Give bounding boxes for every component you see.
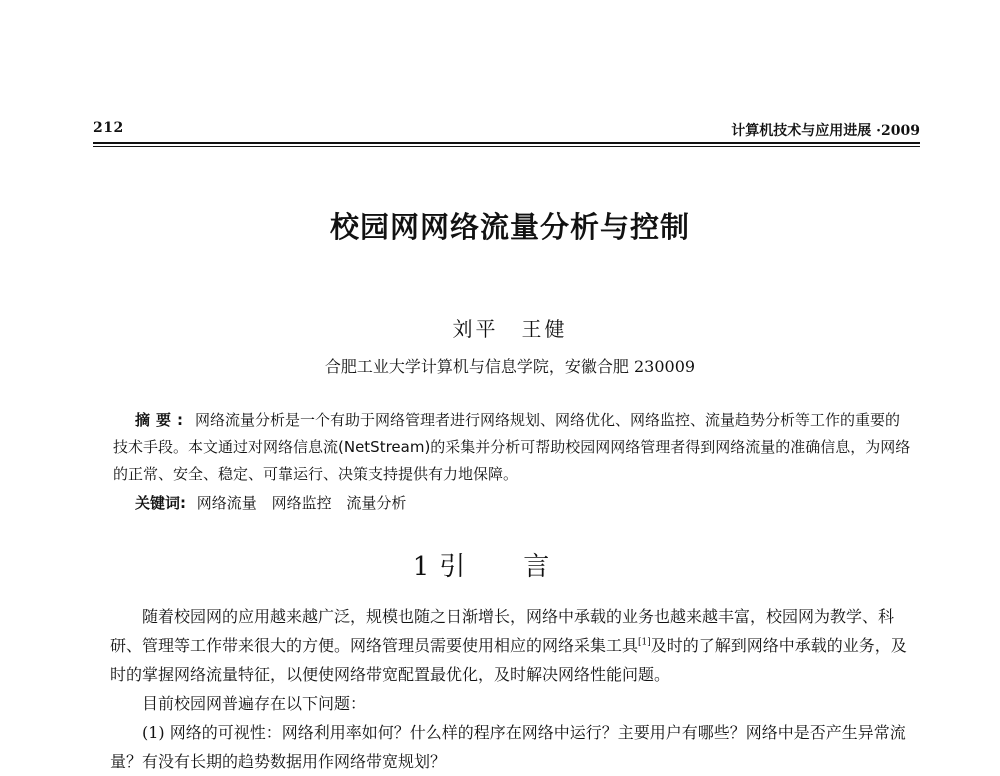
journal-header: 计算机技术与应用进展 ·2009 (731, 123, 920, 139)
section-heading (0, 546, 1000, 583)
abstract-text: 网络流量分析是一个有助于网络管理者进行网络规划、网络优化、网络监控、流量趋势分析等工作的重要的技术手段。本文通过对网络信息流(NetStream)的采集并分析可帮助校园网网络管理者得到网络流量的准确信息，为网络的正常、安全、稳定、可靠运行、决策支持提供有力地保障。 (113, 411, 911, 483)
page-number: 212 (93, 120, 124, 136)
keyword: 流量分析 (346, 494, 407, 512)
authors: 刘平 王健 (452, 317, 568, 341)
body-text (110, 602, 922, 776)
paragraph: (1) 网络的可视性：网络利用率如何？什么样的程序在网络中运行？主要用户有哪些？网络中是否产生异常流量？有没有长期的趋势数据用作网络带宽规划？ (110, 723, 906, 771)
keywords (135, 492, 416, 513)
article-title: 校园网网络流量分析与控制 (329, 210, 690, 244)
paragraph-text: 及时的了解到网络中承载的业务，及时的掌握网络流量特征，以便使网络带宽配置最优化，及时解决网络性能问题。 (110, 636, 907, 684)
keyword: 网络监控 (271, 494, 332, 512)
abstract-label: 摘要: (135, 411, 189, 429)
affiliation: 合肥工业大学计算机与信息学院，安徽合肥 230009 (324, 357, 696, 376)
header-rule-thick (93, 142, 920, 144)
paragraph (110, 602, 922, 689)
paragraph: 目前校园网普遍存在以下问题： (142, 694, 367, 713)
section-number: 1 (412, 552, 430, 582)
header-rule-thin (93, 146, 920, 147)
abstract (113, 407, 913, 488)
keywords-label: 关键词: (135, 494, 186, 512)
keyword: 网络流量 (196, 494, 257, 512)
citation-ref: [1] (638, 637, 651, 648)
paragraph-text: 随着校园网的应用越来越广泛，规模也随之日渐增长，网络中承载的业务也越来越丰富，校园网为教学、科研、管理等工作带来很大的方便。网络管理员需要使用相应的网络采集工具 (110, 607, 895, 655)
section-name: 引言 (439, 552, 608, 582)
